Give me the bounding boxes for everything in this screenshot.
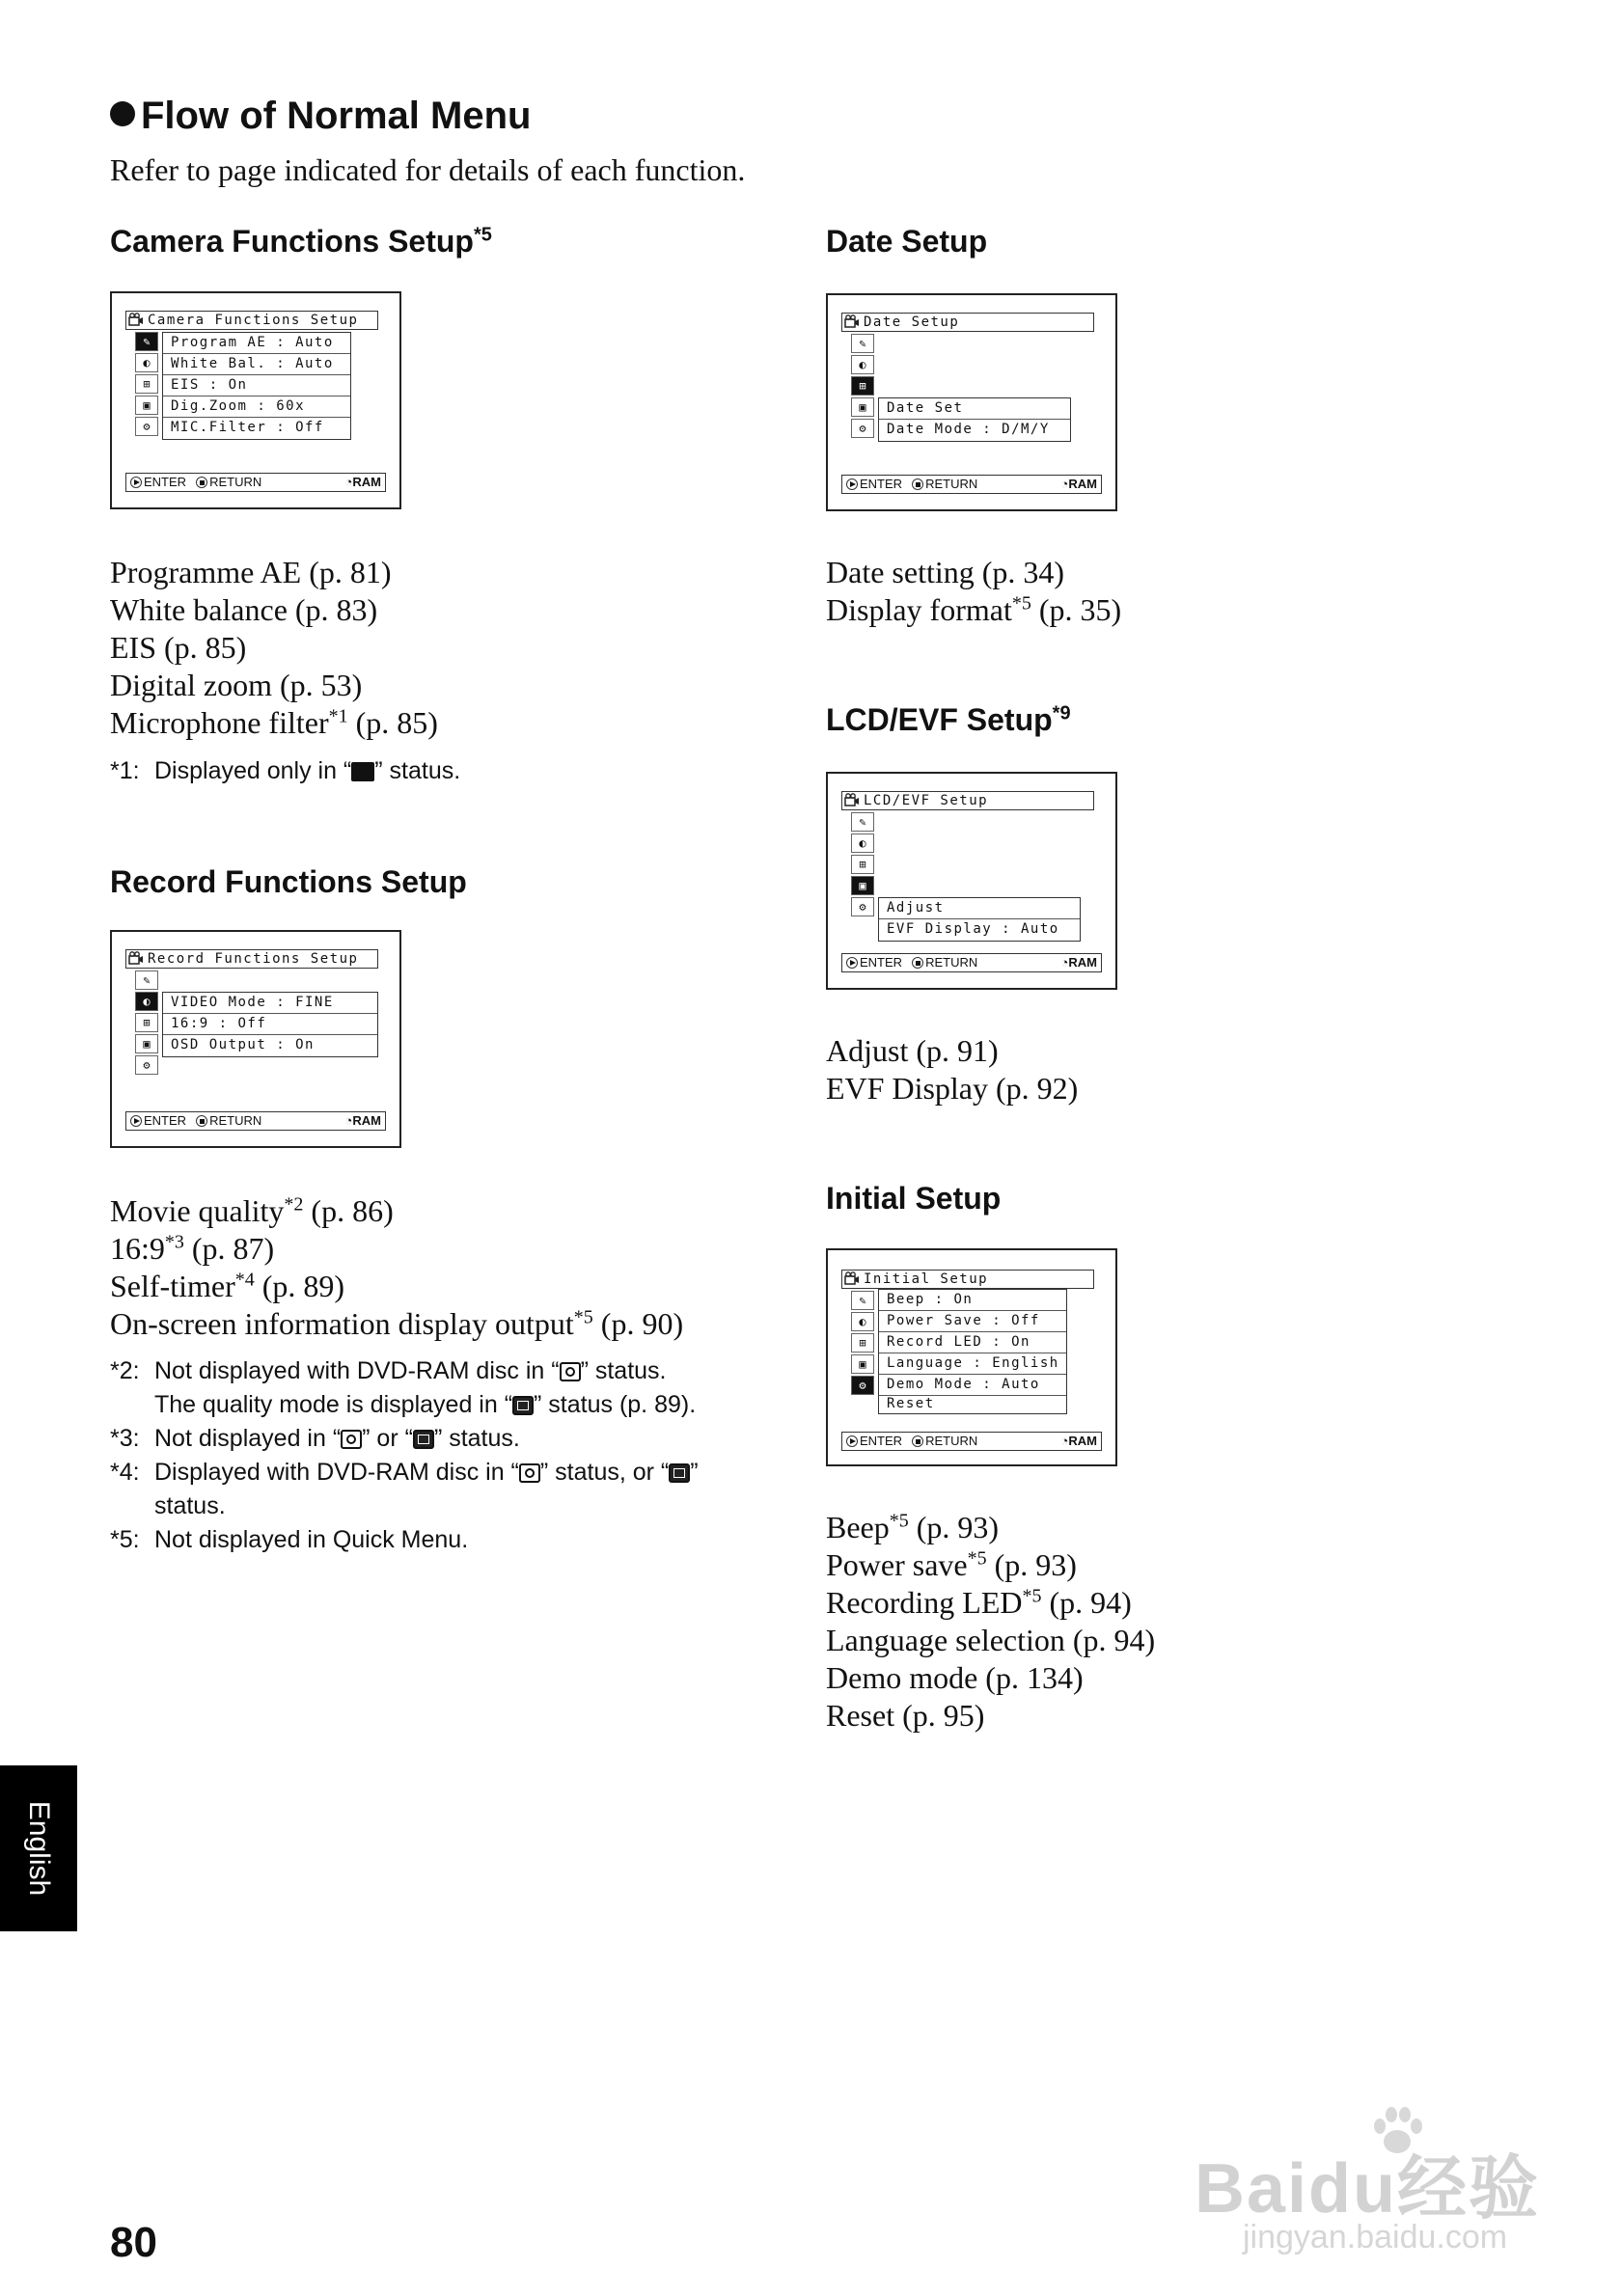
lcd-menu-screen	[826, 772, 1117, 990]
camera-menu-icon	[844, 1271, 860, 1285]
initial-function-list	[826, 1509, 1155, 1735]
intro-text: Refer to page indicated for details of each function.	[110, 152, 746, 187]
footnote-part: ”	[690, 1459, 699, 1486]
return-label: RETURN	[925, 955, 978, 970]
menu-option[interactable]: VIDEO Mode : FINE	[163, 993, 377, 1014]
func-page: (p. 92)	[988, 1071, 1079, 1106]
lcd-options	[878, 897, 1081, 942]
func-sup: *5	[1022, 1585, 1042, 1607]
func-name: Self-timer	[110, 1269, 235, 1303]
return-icon	[912, 957, 923, 969]
menu-icon-column	[851, 334, 876, 440]
enter-label: ENTER	[144, 1113, 187, 1128]
enter-label: ENTER	[860, 955, 903, 970]
initial-icon[interactable]: ⚙	[851, 1376, 874, 1395]
screen-title-bar	[841, 1270, 1094, 1289]
date-options	[878, 397, 1071, 442]
menu-option[interactable]: Date Mode : D/M/Y	[887, 422, 1050, 437]
footnote-part: ” status.	[433, 1425, 520, 1452]
initial-icon[interactable]: ⚙	[135, 1055, 158, 1075]
func-page: (p. 93)	[908, 1510, 1000, 1544]
func-page: (p. 85)	[347, 705, 438, 740]
eis-icon[interactable]: ⊞	[851, 855, 874, 874]
list-item	[826, 1509, 1155, 1546]
func-name: Digital zoom	[110, 668, 272, 702]
screen-title-bar	[841, 791, 1094, 810]
screen-footer	[841, 953, 1102, 972]
date-function-list	[826, 554, 1121, 629]
menu-option[interactable]: Dig.Zoom : 60x	[163, 396, 350, 418]
display-icon[interactable]: ▣	[135, 1034, 158, 1053]
func-name: Beep	[826, 1510, 890, 1544]
footnote-part: Not displayed in “	[154, 1425, 342, 1452]
list-item	[110, 1230, 683, 1268]
func-name: Power save	[826, 1547, 968, 1582]
camera-function-list	[110, 554, 438, 742]
menu-option[interactable]: White Bal. : Auto	[163, 354, 350, 375]
footnote-part: ” status.	[374, 757, 461, 784]
list-item	[110, 1192, 683, 1230]
footnote-part: The quality mode is displayed in “	[154, 1391, 513, 1418]
camera-mode-icon	[560, 1362, 581, 1381]
func-sup: *3	[164, 1231, 184, 1253]
func-name: White balance	[110, 592, 288, 627]
footnote-1	[110, 754, 460, 788]
footnote-text	[154, 754, 460, 788]
watermark-main: Baidu经验	[1195, 2150, 1541, 2228]
enter-icon	[846, 478, 858, 490]
func-page: (p. 91)	[908, 1033, 999, 1068]
camera-title-sup: *5	[473, 224, 492, 246]
record-icon[interactable]: ◐	[135, 353, 158, 372]
program-ae-icon[interactable]: ✎	[851, 334, 874, 353]
menu-option[interactable]: Demo Mode : Auto	[879, 1375, 1066, 1396]
func-page: (p. 83)	[287, 592, 378, 627]
footnote-text	[154, 1354, 696, 1422]
func-name: Adjust	[826, 1033, 909, 1068]
list-item	[826, 1697, 1155, 1735]
menu-option[interactable]: Record LED : On	[879, 1332, 1066, 1353]
menu-option[interactable]: Beep : On	[879, 1290, 1066, 1311]
language-side-tab	[0, 1765, 77, 1931]
record-screen-title: Record Functions Setup	[148, 951, 359, 967]
list-item	[826, 1070, 1078, 1107]
footnote-part: ” status (p. 89).	[534, 1391, 697, 1418]
menu-option[interactable]: 16:9 : Off	[163, 1014, 377, 1035]
screen-title-bar	[125, 311, 378, 330]
return-icon	[196, 1115, 207, 1127]
dvd-mode-icon	[512, 1396, 534, 1415]
menu-option[interactable]: Language : English	[879, 1353, 1066, 1375]
func-sup: *5	[967, 1547, 987, 1570]
func-sup: *5	[1011, 592, 1031, 615]
menu-option[interactable]: Program AE : Auto	[163, 333, 350, 354]
camera-menu-icon	[844, 314, 860, 328]
eis-icon[interactable]: ⊞	[851, 1333, 874, 1353]
screen-footer	[125, 473, 386, 492]
func-name: Demo mode	[826, 1660, 978, 1695]
menu-icon-column	[851, 812, 876, 918]
func-name: Programme AE	[110, 555, 302, 589]
camera-mode-icon	[519, 1463, 540, 1483]
func-page: (p. 95)	[894, 1698, 985, 1733]
list-item	[826, 1584, 1155, 1622]
list-item	[826, 1032, 1078, 1070]
func-page: (p. 87)	[183, 1231, 275, 1266]
func-page: (p. 85)	[156, 630, 247, 665]
footnote-text	[154, 1422, 520, 1456]
initial-options	[878, 1289, 1067, 1414]
enter-icon	[846, 1435, 858, 1447]
return-label: RETURN	[925, 1434, 978, 1448]
record-icon[interactable]: ◐	[135, 992, 158, 1011]
func-name: Language selection	[826, 1623, 1065, 1657]
page-title	[110, 95, 531, 138]
eis-icon[interactable]: ⊞	[135, 1013, 158, 1032]
record-menu-screen	[110, 930, 401, 1148]
func-name: On-screen information display output	[110, 1306, 574, 1341]
lcd-screen-title: LCD/EVF Setup	[864, 793, 989, 808]
func-sup: *1	[328, 705, 348, 727]
footnote-text	[154, 1456, 699, 1523]
menu-icon-column	[135, 970, 160, 1077]
camera-section-title-text: Camera Functions Setup	[110, 224, 474, 259]
ram-label: RAM	[1068, 955, 1097, 970]
camera-section-title	[110, 224, 492, 260]
footnote-key: *4:	[110, 1459, 140, 1486]
display-icon[interactable]: ▣	[851, 1354, 874, 1374]
footnote-part: Not displayed with DVD-RAM disc in “	[154, 1357, 560, 1384]
camera-menu-icon	[128, 313, 144, 326]
eis-icon[interactable]: ⊞	[135, 374, 158, 394]
initial-icon[interactable]: ⚙	[851, 897, 874, 916]
program-ae-icon[interactable]: ✎	[135, 970, 158, 990]
ram-indicator: ◔RAM	[1060, 1434, 1097, 1448]
initial-menu-screen	[826, 1248, 1117, 1466]
return-label: RETURN	[925, 477, 978, 491]
func-name: 16:9	[110, 1231, 165, 1266]
return-icon	[196, 477, 207, 488]
menu-option[interactable]: EIS : On	[163, 375, 350, 396]
screen-footer	[125, 1111, 386, 1131]
func-sup: *5	[889, 1510, 909, 1532]
lcd-section-title	[826, 702, 1071, 738]
bullet-icon	[110, 101, 135, 126]
menu-option[interactable]: Reset	[887, 1396, 935, 1411]
func-page: (p. 90)	[592, 1306, 684, 1341]
movie-icon	[351, 762, 374, 781]
list-item	[826, 1546, 1155, 1584]
list-item	[826, 1622, 1155, 1659]
footnote-key: *2:	[110, 1357, 140, 1384]
func-sup: *5	[573, 1306, 593, 1328]
record-function-list	[110, 1192, 683, 1343]
display-icon[interactable]: ▣	[135, 396, 158, 415]
list-item	[110, 667, 438, 704]
enter-label: ENTER	[144, 475, 187, 489]
footnote-part: ” status, or “	[539, 1459, 670, 1486]
list-item	[110, 554, 438, 591]
list-item	[110, 704, 438, 742]
ram-label: RAM	[1068, 477, 1097, 491]
camera-options	[162, 332, 351, 440]
record-icon[interactable]: ◐	[851, 355, 874, 374]
func-page: (p. 86)	[303, 1193, 394, 1228]
func-sup: *4	[234, 1269, 255, 1291]
camera-screen-title: Camera Functions Setup	[148, 313, 359, 328]
func-name: Movie quality	[110, 1193, 285, 1228]
lcd-title-sup: *9	[1052, 702, 1071, 724]
func-page: (p. 89)	[254, 1269, 345, 1303]
program-ae-icon[interactable]: ✎	[851, 812, 874, 832]
menu-option[interactable]: Date Set	[879, 398, 1070, 420]
ram-indicator: ◔RAM	[344, 475, 381, 489]
record-icon[interactable]: ◐	[851, 1312, 874, 1331]
func-page: (p. 94)	[1064, 1623, 1156, 1657]
footnote-text: Not displayed in Quick Menu.	[154, 1526, 469, 1553]
list-item	[110, 1268, 683, 1305]
footnote-part: status.	[154, 1492, 226, 1519]
func-name: Date setting	[826, 555, 975, 589]
func-page: (p. 35)	[1030, 592, 1122, 627]
list-item	[110, 629, 438, 667]
menu-icon-column	[135, 332, 160, 438]
list-item	[110, 1305, 683, 1343]
func-page: (p. 53)	[271, 668, 363, 702]
screen-title-bar	[125, 949, 378, 969]
menu-option[interactable]: MIC.Filter : Off	[171, 420, 324, 435]
program-ae-icon[interactable]: ✎	[851, 1291, 874, 1310]
initial-screen-title: Initial Setup	[864, 1271, 989, 1287]
menu-option[interactable]: OSD Output : On	[171, 1037, 315, 1052]
record-options	[162, 992, 378, 1057]
return-label: RETURN	[209, 1113, 262, 1128]
camera-menu-icon	[844, 793, 860, 806]
func-name: Reset	[826, 1698, 895, 1733]
enter-label: ENTER	[860, 477, 903, 491]
ram-label: RAM	[1068, 1434, 1097, 1448]
ram-label: RAM	[352, 475, 381, 489]
enter-icon	[846, 957, 858, 969]
menu-option[interactable]: Power Save : Off	[879, 1311, 1066, 1332]
screen-title-bar	[841, 313, 1094, 332]
menu-option[interactable]: Adjust	[879, 898, 1080, 919]
footnote-5	[110, 1523, 805, 1557]
watermark-sub: jingyan.baidu.com	[1243, 2219, 1508, 2255]
enter-icon	[130, 1115, 142, 1127]
footnote-part: ” status.	[580, 1357, 667, 1384]
ram-indicator: ◔RAM	[344, 1113, 381, 1128]
list-item	[110, 591, 438, 629]
footnote-key: *3:	[110, 1425, 140, 1452]
record-icon[interactable]: ◐	[851, 834, 874, 853]
ram-indicator: ◔RAM	[1060, 955, 1097, 970]
list-item	[826, 1659, 1155, 1697]
func-page: (p. 93)	[986, 1547, 1077, 1582]
return-icon	[912, 1435, 923, 1447]
dvd-mode-icon	[413, 1430, 434, 1449]
camera-menu-icon	[128, 951, 144, 965]
side-tab-label: English	[23, 1800, 55, 1897]
ram-label: RAM	[352, 1113, 381, 1128]
record-section-title: Record Functions Setup	[110, 864, 467, 899]
lcd-section-title-text: LCD/EVF Setup	[826, 702, 1053, 737]
page-title-text: Flow of Normal Menu	[141, 95, 532, 137]
footnote-4	[110, 1456, 805, 1523]
program-ae-icon[interactable]: ✎	[135, 332, 158, 351]
initial-icon[interactable]: ⚙	[135, 417, 158, 436]
initial-icon[interactable]: ⚙	[851, 419, 874, 438]
date-section-title: Date Setup	[826, 224, 988, 259]
footnote-part: Displayed with DVD-RAM disc in “	[154, 1459, 519, 1486]
func-page: (p. 134)	[977, 1660, 1084, 1695]
eis-icon[interactable]: ⊞	[851, 376, 874, 396]
screen-footer	[841, 1432, 1102, 1451]
footnote-key: *5:	[110, 1526, 140, 1553]
footnote-part: Displayed only in “	[154, 757, 352, 784]
func-page: (p. 81)	[301, 555, 392, 589]
func-name: Display format	[826, 592, 1012, 627]
display-icon[interactable]: ▣	[851, 397, 874, 417]
list-item	[826, 591, 1121, 629]
footnote-2	[110, 1354, 805, 1422]
footnote-3	[110, 1422, 805, 1456]
page-number: 80	[110, 2219, 157, 2266]
menu-option[interactable]: EVF Display : Auto	[887, 921, 1059, 937]
camera-mode-icon	[341, 1430, 362, 1449]
watermark	[1195, 2103, 1580, 2257]
return-label: RETURN	[209, 475, 262, 489]
func-page: (p. 94)	[1041, 1585, 1132, 1620]
menu-icon-column	[851, 1291, 876, 1397]
initial-section-title: Initial Setup	[826, 1181, 1002, 1216]
screen-footer	[841, 475, 1102, 494]
date-screen-title: Date Setup	[864, 314, 960, 330]
func-name: Microphone filter	[110, 705, 329, 740]
func-name: Recording LED	[826, 1585, 1023, 1620]
footnote-key: *1:	[110, 757, 140, 784]
func-name: EIS	[110, 630, 156, 665]
display-icon[interactable]: ▣	[851, 876, 874, 895]
ram-indicator: ◔RAM	[1060, 477, 1097, 491]
footnote-part: ” or “	[362, 1425, 413, 1452]
date-menu-screen	[826, 293, 1117, 511]
func-page: (p. 34)	[974, 555, 1065, 589]
enter-label: ENTER	[860, 1434, 903, 1448]
func-sup: *2	[284, 1193, 304, 1216]
record-footnotes	[110, 1354, 805, 1557]
return-icon	[912, 478, 923, 490]
lcd-function-list	[826, 1032, 1078, 1107]
camera-menu-screen	[110, 291, 401, 509]
list-item	[826, 554, 1121, 591]
dvd-mode-icon	[669, 1463, 690, 1483]
enter-icon	[130, 477, 142, 488]
func-name: EVF Display	[826, 1071, 988, 1106]
